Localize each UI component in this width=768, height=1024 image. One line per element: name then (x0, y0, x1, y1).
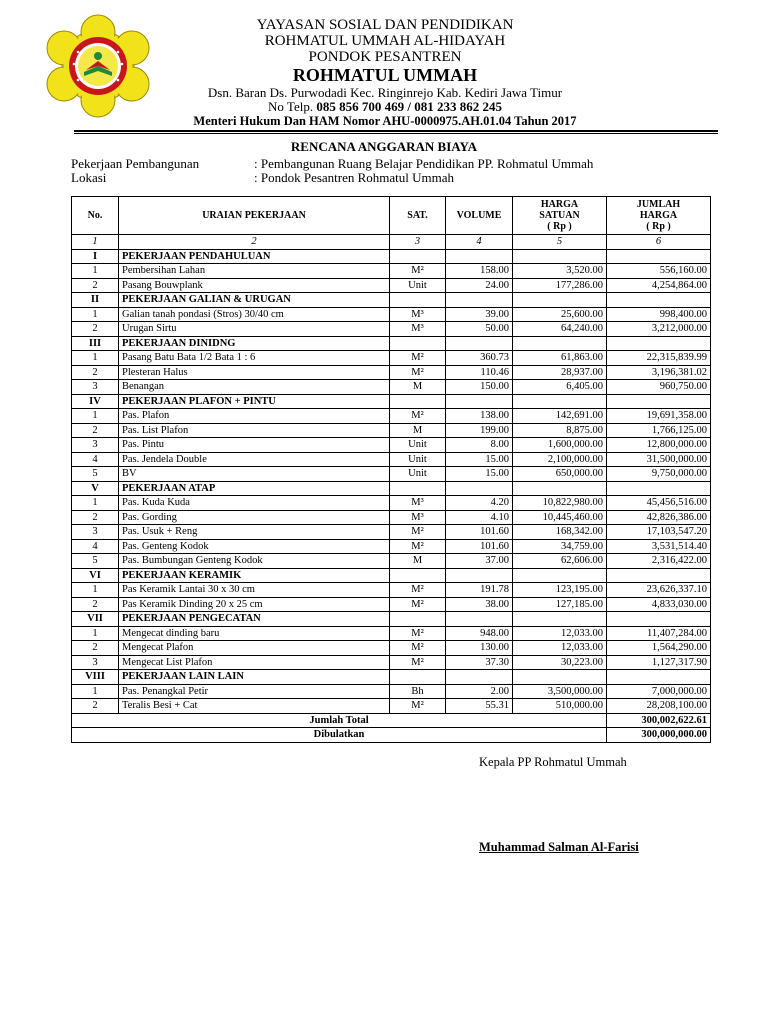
item-unit-price: 62,606.00 (513, 554, 607, 569)
item-unit: M² (390, 655, 446, 670)
section-row (72, 670, 711, 685)
item-total: 4,833,030.00 (607, 597, 711, 612)
item-unit-price: 8,875.00 (513, 423, 607, 438)
table-row (72, 307, 711, 322)
table-row (72, 467, 711, 482)
table-row (72, 365, 711, 380)
item-total: 2,316,422.00 (607, 554, 711, 569)
document-title: RENCANA ANGGARAN BIAYA (290, 139, 478, 154)
grand-total-value: 300,002,622.61 (607, 713, 711, 728)
institution-type: PONDOK PESANTREN (308, 49, 462, 65)
header-divider-thin (74, 133, 718, 134)
item-unit: M² (390, 351, 446, 366)
table-row (72, 641, 711, 656)
section-number: VI (72, 568, 119, 583)
empty-cell (513, 394, 607, 409)
item-unit: Unit (390, 452, 446, 467)
empty-cell (446, 336, 513, 351)
item-unit-price: 61,863.00 (513, 351, 607, 366)
item-description: Pasang Bouwplank (119, 278, 390, 293)
item-description: Pas. Gording (119, 510, 390, 525)
item-unit: Unit (390, 438, 446, 453)
empty-cell (607, 568, 711, 583)
item-total: 4,254,864.00 (607, 278, 711, 293)
item-number: 4 (72, 452, 119, 467)
item-description: Teralis Besi + Cat (119, 699, 390, 714)
budget-table (71, 196, 711, 743)
table-row (72, 554, 711, 569)
item-unit-price: 3,520.00 (513, 264, 607, 279)
item-total: 960,750.00 (607, 380, 711, 395)
item-number: 3 (72, 438, 119, 453)
item-unit-price: 2,100,000.00 (513, 452, 607, 467)
item-description: Pembersihan Lahan (119, 264, 390, 279)
empty-cell (607, 394, 711, 409)
table-row (72, 597, 711, 612)
item-unit-price: 28,937.00 (513, 365, 607, 380)
item-description: Pas. Penangkal Petir (119, 684, 390, 699)
location-value: : Pondok Pesantren Rohmatul Ummah (254, 170, 455, 185)
institution-name: ROHMATUL UMMAH (292, 65, 478, 85)
item-volume: 150.00 (446, 380, 513, 395)
table-row (72, 409, 711, 424)
empty-cell (390, 481, 446, 496)
table-row (72, 539, 711, 554)
section-title: PEKERJAAN LAIN LAIN (119, 670, 390, 685)
item-unit: Unit (390, 467, 446, 482)
empty-cell (390, 394, 446, 409)
item-unit-price: 650,000.00 (513, 467, 607, 482)
item-volume: 37.00 (446, 554, 513, 569)
table-row (72, 525, 711, 540)
section-number: VII (72, 612, 119, 627)
item-number: 2 (72, 597, 119, 612)
section-row (72, 394, 711, 409)
item-description: Pas. Genteng Kodok (119, 539, 390, 554)
item-number: 2 (72, 322, 119, 337)
index-5: 5 (513, 235, 607, 250)
address: Dsn. Baran Ds. Purwodadi Kec. Ringinrejo Kab. Kediri Jawa Timur (207, 85, 563, 100)
item-unit-price: 10,822,980.00 (513, 496, 607, 511)
rounded-total-row (72, 728, 711, 743)
item-total: 7,000,000.00 (607, 684, 711, 699)
section-number: III (72, 336, 119, 351)
section-title: PEKERJAAN PENDAHULUAN (119, 249, 390, 264)
item-unit: M³ (390, 510, 446, 525)
foundation-name: YAYASAN SOSIAL DAN PENDIDIKAN (256, 17, 514, 33)
item-unit-price: 3,500,000.00 (513, 684, 607, 699)
item-volume: 191.78 (446, 583, 513, 598)
empty-cell (607, 336, 711, 351)
rounded-total-label: Dibulatkan (72, 728, 607, 743)
item-number: 2 (72, 699, 119, 714)
item-volume: 199.00 (446, 423, 513, 438)
section-row (72, 336, 711, 351)
item-total: 9,750,000.00 (607, 467, 711, 482)
empty-cell (390, 336, 446, 351)
foundation-logo (34, 14, 162, 118)
table-row (72, 380, 711, 395)
empty-cell (390, 612, 446, 627)
empty-cell (513, 481, 607, 496)
grand-total-row (72, 713, 711, 728)
item-unit: M² (390, 641, 446, 656)
item-number: 1 (72, 409, 119, 424)
item-volume: 158.00 (446, 264, 513, 279)
section-row (72, 481, 711, 496)
table-row (72, 655, 711, 670)
item-number: 1 (72, 351, 119, 366)
item-unit: M³ (390, 322, 446, 337)
item-number: 5 (72, 554, 119, 569)
table-row (72, 583, 711, 598)
empty-cell (513, 568, 607, 583)
item-description: Mengecat dinding baru (119, 626, 390, 641)
item-total: 3,531,514.40 (607, 539, 711, 554)
location-label: Lokasi (71, 170, 107, 185)
section-number: IV (72, 394, 119, 409)
col-unit: SAT. (390, 197, 446, 235)
item-number: 2 (72, 423, 119, 438)
item-volume: 37.30 (446, 655, 513, 670)
empty-cell (607, 249, 711, 264)
table-row (72, 423, 711, 438)
item-unit-price: 34,759.00 (513, 539, 607, 554)
item-unit-price: 1,600,000.00 (513, 438, 607, 453)
section-title: PEKERJAAN PENGECATAN (119, 612, 390, 627)
item-description: Benangan (119, 380, 390, 395)
header-divider (74, 130, 718, 132)
rounded-total-value: 300,000,000.00 (607, 728, 711, 743)
section-number: VIII (72, 670, 119, 685)
item-unit-price: 123,195.00 (513, 583, 607, 598)
item-total: 998,400.00 (607, 307, 711, 322)
section-row (72, 249, 711, 264)
empty-cell (390, 249, 446, 264)
item-description: Urugan Sirtu (119, 322, 390, 337)
item-unit: M (390, 423, 446, 438)
section-title: PEKERJAAN DINIDNG (119, 336, 390, 351)
item-unit-price: 6,405.00 (513, 380, 607, 395)
section-row (72, 293, 711, 308)
item-unit-price: 168,342.00 (513, 525, 607, 540)
item-description: Pas. Bumbungan Genteng Kodok (119, 554, 390, 569)
empty-cell (607, 612, 711, 627)
item-description: Mengecat Plafon (119, 641, 390, 656)
item-description: Pasang Batu Bata 1/2 Bata 1 : 6 (119, 351, 390, 366)
item-unit: M² (390, 264, 446, 279)
item-unit: M (390, 380, 446, 395)
project-value: : Pembangunan Ruang Belajar Pendidikan PP. Rohmatul Ummah (254, 156, 594, 171)
item-number: 1 (72, 684, 119, 699)
item-volume: 138.00 (446, 409, 513, 424)
signature-name: Muhammad Salman Al-Farisi (479, 840, 639, 854)
item-number: 5 (72, 467, 119, 482)
empty-cell (513, 336, 607, 351)
item-number: 2 (72, 365, 119, 380)
empty-cell (513, 293, 607, 308)
item-volume: 38.00 (446, 597, 513, 612)
empty-cell (446, 293, 513, 308)
table-row (72, 438, 711, 453)
item-unit-price: 25,600.00 (513, 307, 607, 322)
empty-cell (390, 670, 446, 685)
item-unit-price: 10,445,460.00 (513, 510, 607, 525)
empty-cell (446, 249, 513, 264)
item-unit: M² (390, 409, 446, 424)
item-description: Mengecat List Plafon (119, 655, 390, 670)
index-6: 6 (607, 235, 711, 250)
item-description: Pas. Pintu (119, 438, 390, 453)
phone: No Telp. 085 856 700 469 / 081 233 862 245 (268, 99, 502, 114)
item-number: 4 (72, 539, 119, 554)
col-total: JUMLAH HARGA ( Rp ) (607, 197, 711, 235)
item-total: 1,766,125.00 (607, 423, 711, 438)
item-description: Pas Keramik Dinding 20 x 25 cm (119, 597, 390, 612)
item-total: 556,160.00 (607, 264, 711, 279)
empty-cell (446, 394, 513, 409)
item-description: Pas Keramik Lantai 30 x 30 cm (119, 583, 390, 598)
empty-cell (446, 481, 513, 496)
table-row (72, 626, 711, 641)
section-title: PEKERJAAN GALIAN & URUGAN (119, 293, 390, 308)
empty-cell (607, 293, 711, 308)
grand-total-label: Jumlah Total (72, 713, 607, 728)
section-row (72, 568, 711, 583)
table-row (72, 510, 711, 525)
empty-cell (513, 249, 607, 264)
section-title: PEKERJAAN PLAFON + PINTU (119, 394, 390, 409)
table-row (72, 278, 711, 293)
item-volume: 55.31 (446, 699, 513, 714)
project-label: Pekerjaan Pembangunan (71, 156, 200, 171)
item-total: 23,626,337.10 (607, 583, 711, 598)
item-number: 1 (72, 583, 119, 598)
section-number: II (72, 293, 119, 308)
index-3: 3 (390, 235, 446, 250)
item-volume: 101.60 (446, 525, 513, 540)
item-number: 3 (72, 655, 119, 670)
item-total: 1,127,317.90 (607, 655, 711, 670)
item-unit: M (390, 554, 446, 569)
table-header-row (72, 197, 711, 235)
item-description: Galian tanah pondasi (Stros) 30/40 cm (119, 307, 390, 322)
empty-cell (446, 568, 513, 583)
item-number: 1 (72, 626, 119, 641)
item-unit: M² (390, 583, 446, 598)
item-unit: M³ (390, 307, 446, 322)
item-volume: 15.00 (446, 467, 513, 482)
item-number: 3 (72, 380, 119, 395)
item-total: 22,315,839.99 (607, 351, 711, 366)
foundation-subname: ROHMATUL UMMAH AL-HIDAYAH (264, 33, 506, 49)
empty-cell (607, 481, 711, 496)
col-desc: URAIAN PEKERJAAN (119, 197, 390, 235)
item-description: Plesteran Halus (119, 365, 390, 380)
item-volume: 110.46 (446, 365, 513, 380)
decree: Menteri Hukum Dan HAM Nomor AHU-0000975.AH.01.04 Tahun 2017 (193, 114, 577, 128)
col-unit-price: HARGA SATUAN ( Rp ) (513, 197, 607, 235)
item-volume: 4.20 (446, 496, 513, 511)
item-unit-price: 30,223.00 (513, 655, 607, 670)
item-total: 31,500,000.00 (607, 452, 711, 467)
table-row (72, 264, 711, 279)
item-number: 2 (72, 510, 119, 525)
item-volume: 4.10 (446, 510, 513, 525)
table-row (72, 322, 711, 337)
item-description: BV (119, 467, 390, 482)
item-unit: M² (390, 597, 446, 612)
item-total: 1,564,290.00 (607, 641, 711, 656)
item-unit: Bh (390, 684, 446, 699)
item-total: 19,691,358.00 (607, 409, 711, 424)
empty-cell (513, 612, 607, 627)
item-number: 1 (72, 496, 119, 511)
item-unit: M² (390, 539, 446, 554)
item-unit-price: 12,033.00 (513, 641, 607, 656)
item-total: 3,196,381.02 (607, 365, 711, 380)
item-total: 28,208,100.00 (607, 699, 711, 714)
item-volume: 50.00 (446, 322, 513, 337)
item-unit: M² (390, 626, 446, 641)
empty-cell (390, 568, 446, 583)
signature-role: Kepala PP Rohmatul Ummah (479, 755, 627, 769)
table-row (72, 699, 711, 714)
item-unit: M² (390, 525, 446, 540)
item-volume: 948.00 (446, 626, 513, 641)
item-volume: 360.73 (446, 351, 513, 366)
section-title: PEKERJAAN ATAP (119, 481, 390, 496)
item-unit-price: 12,033.00 (513, 626, 607, 641)
item-volume: 101.60 (446, 539, 513, 554)
item-description: Pas. List Plafon (119, 423, 390, 438)
column-index-row (72, 235, 711, 250)
item-total: 11,407,284.00 (607, 626, 711, 641)
item-number: 1 (72, 264, 119, 279)
item-unit-price: 142,691.00 (513, 409, 607, 424)
item-description: Pas. Plafon (119, 409, 390, 424)
section-number: V (72, 481, 119, 496)
item-unit-price: 127,185.00 (513, 597, 607, 612)
item-unit: Unit (390, 278, 446, 293)
table-row (72, 351, 711, 366)
empty-cell (390, 293, 446, 308)
index-4: 4 (446, 235, 513, 250)
item-total: 42,826,386.00 (607, 510, 711, 525)
empty-cell (513, 670, 607, 685)
table-row (72, 452, 711, 467)
section-title: PEKERJAAN KERAMIK (119, 568, 390, 583)
item-volume: 2.00 (446, 684, 513, 699)
item-total: 3,212,000.00 (607, 322, 711, 337)
empty-cell (607, 670, 711, 685)
item-volume: 15.00 (446, 452, 513, 467)
empty-cell (446, 612, 513, 627)
item-total: 17,103,547.20 (607, 525, 711, 540)
item-unit-price: 64,240.00 (513, 322, 607, 337)
item-number: 1 (72, 307, 119, 322)
table-row (72, 496, 711, 511)
item-description: Pas. Jendela Double (119, 452, 390, 467)
item-unit: M² (390, 365, 446, 380)
index-2: 2 (119, 235, 390, 250)
item-volume: 8.00 (446, 438, 513, 453)
item-description: Pas. Kuda Kuda (119, 496, 390, 511)
table-row (72, 684, 711, 699)
item-unit: M³ (390, 496, 446, 511)
item-total: 12,800,000.00 (607, 438, 711, 453)
item-total: 45,456,516.00 (607, 496, 711, 511)
item-description: Pas. Usuk + Reng (119, 525, 390, 540)
item-number: 2 (72, 278, 119, 293)
section-number: I (72, 249, 119, 264)
item-unit-price: 177,286.00 (513, 278, 607, 293)
col-no: No. (72, 197, 119, 235)
empty-cell (446, 670, 513, 685)
item-number: 2 (72, 641, 119, 656)
col-volume: VOLUME (446, 197, 513, 235)
item-unit-price: 510,000.00 (513, 699, 607, 714)
item-volume: 130.00 (446, 641, 513, 656)
section-row (72, 612, 711, 627)
item-number: 3 (72, 525, 119, 540)
item-volume: 39.00 (446, 307, 513, 322)
index-1: 1 (72, 235, 119, 250)
item-unit: M² (390, 699, 446, 714)
item-volume: 24.00 (446, 278, 513, 293)
